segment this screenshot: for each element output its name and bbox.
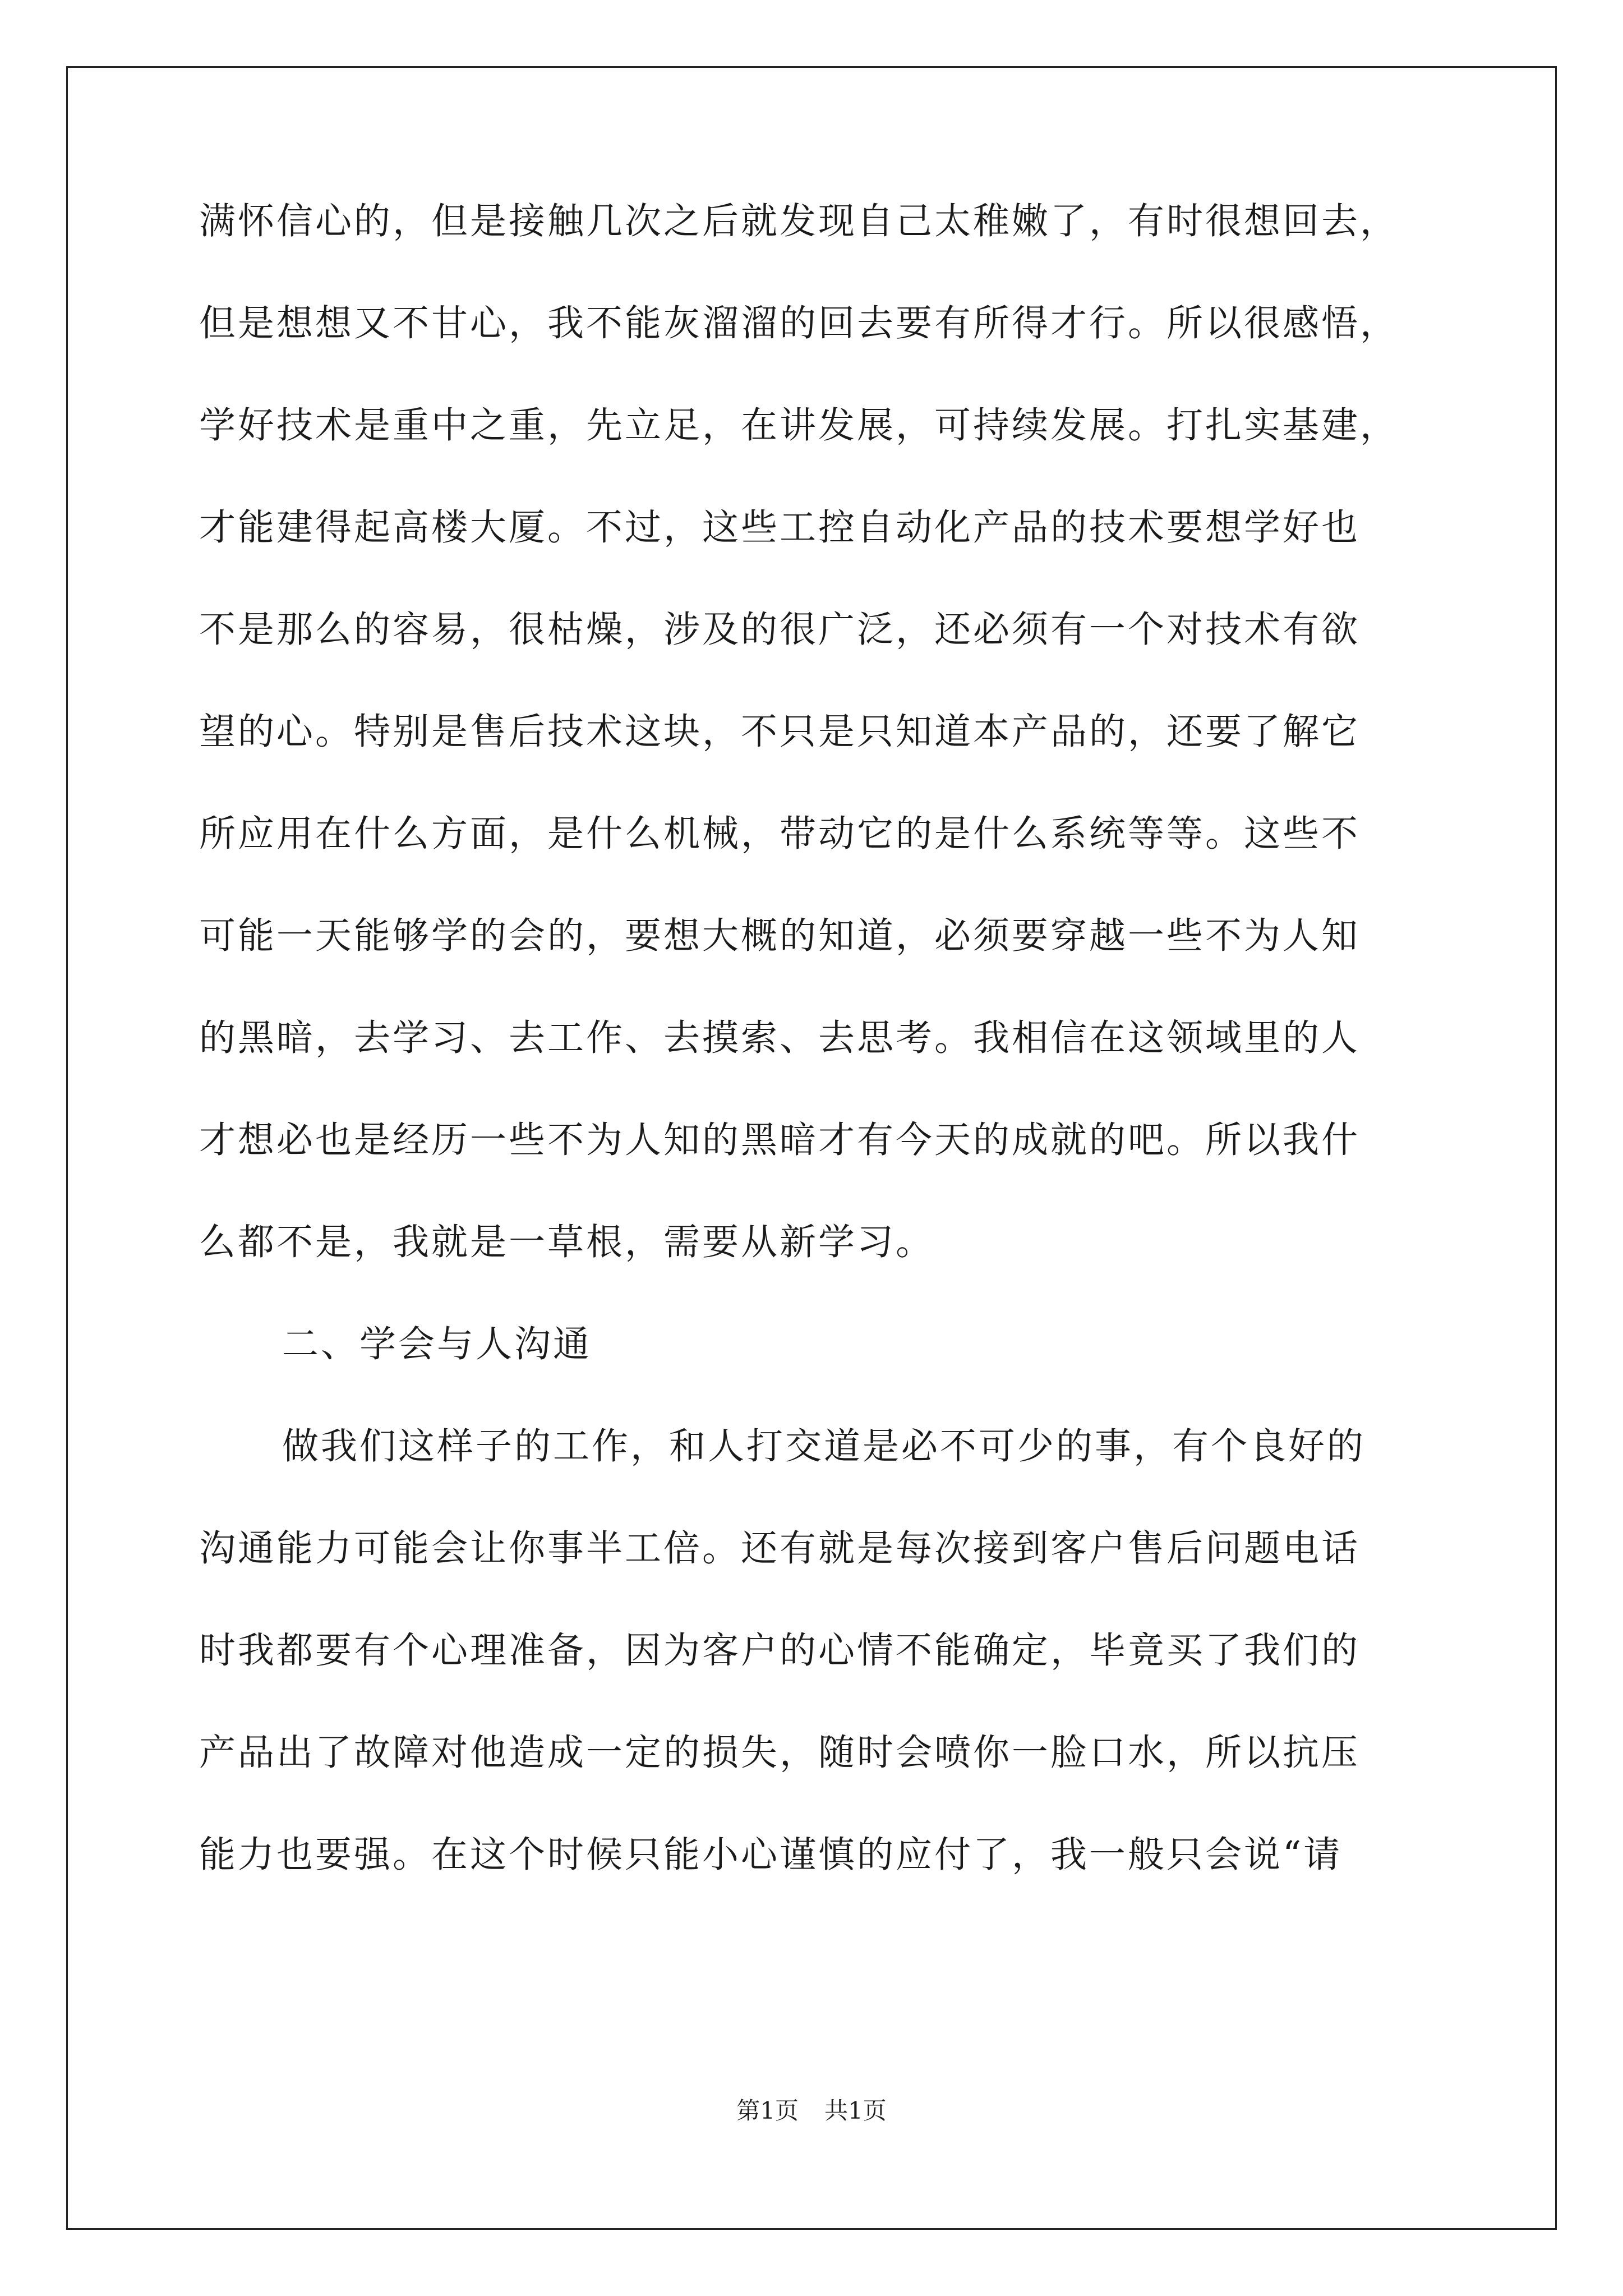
text-line: 学好技术是重中之重，先立足，在讲发展，可持续发展。打扎实基建， <box>199 404 1399 447</box>
text-line: 满怀信心的，但是接触几次之后就发现自己太稚嫩了，有时很想回去， <box>199 200 1399 242</box>
text-line: 但是想想又不甘心，我不能灰溜溜的回去要有所得才行。所以很感悟， <box>199 302 1399 344</box>
text-line: 能力也要强。在这个时候只能小心谨慎的应付了，我一般只会说“请 <box>199 1834 1343 1876</box>
page-total: 共1页 <box>824 2097 887 2124</box>
text-line: 沟通能力可能会让你事半工倍。还有就是每次接到客户售后问题电话 <box>199 1527 1361 1570</box>
text-line: 的黑暗，去学习、去工作、去摸索、去思考。我相信在这领域里的人 <box>199 1017 1361 1059</box>
text-line: 才能建得起高楼大厦。不过，这些工控自动化产品的技术要想学好也 <box>199 507 1361 549</box>
text-line: 不是那么的容易，很枯燥，涉及的很广泛，还必须有一个对技术有欲 <box>199 609 1361 651</box>
page-footer <box>0 2095 1623 2127</box>
text-line: 才想必也是经历一些不为人知的黑暗才有今天的成就的吧。所以我什 <box>199 1119 1361 1161</box>
page-number: 第1页 <box>736 2097 799 2124</box>
text-line: 望的心。特别是售后技术这块，不只是只知道本产品的，还要了解它 <box>199 711 1361 753</box>
text-line: 么都不是，我就是一草根，需要从新学习。 <box>199 1221 935 1263</box>
section-heading: 二、学会与人沟通 <box>282 1323 592 1365</box>
text-line: 时我都要有个心理准备，因为客户的心情不能确定，毕竟买了我们的 <box>199 1630 1361 1672</box>
text-line: 所应用在什么方面，是什么机械，带动它的是什么系统等等。这些不 <box>199 813 1361 855</box>
text-line: 做我们这样子的工作，和人打交道是必不可少的事，有个良好的 <box>282 1425 1366 1467</box>
text-line: 可能一天能够学的会的，要想大概的知道，必须要穿越一些不为人知 <box>199 915 1361 957</box>
text-line: 产品出了故障对他造成一定的损失，随时会喷你一脸口水，所以抗压 <box>199 1732 1361 1774</box>
